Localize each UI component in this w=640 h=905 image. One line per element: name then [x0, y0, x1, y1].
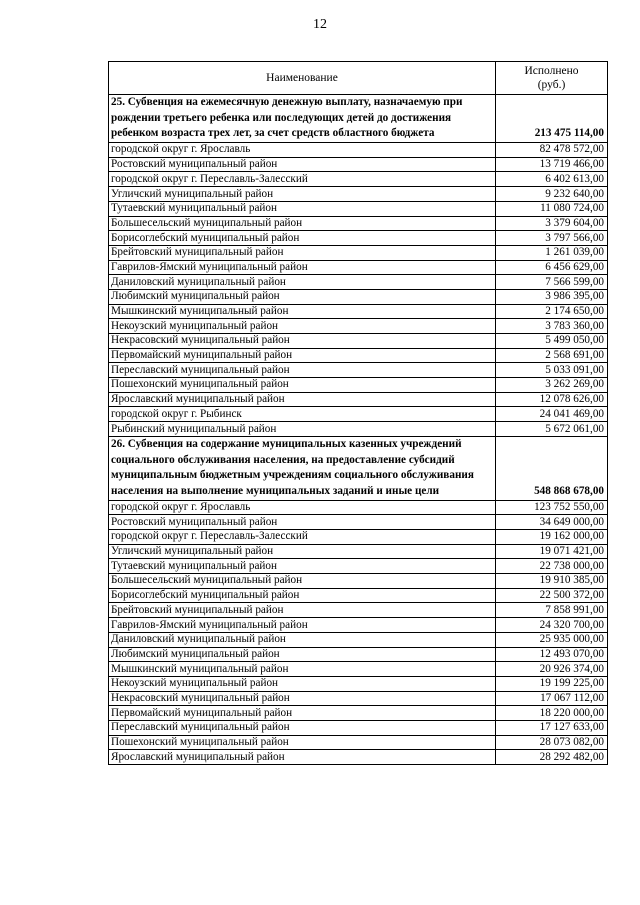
municipality-name: Пошехонский муниципальный район	[109, 378, 496, 393]
table-body	[109, 95, 608, 765]
amount-cell: 3 986 395,00	[496, 289, 608, 304]
municipality-name: Ярославский муниципальный район	[109, 750, 496, 765]
amount-cell: 5 672 061,00	[496, 422, 608, 437]
section-row	[109, 436, 608, 500]
page-number: 12	[313, 17, 327, 32]
municipality-name: Любимский муниципальный район	[109, 289, 496, 304]
table-row	[109, 378, 608, 393]
section-title: 25. Субвенция на ежемесячную денежную выплату, назначаемую при рождении третьего ребенка или последующих детей до достижения ребенком возраста трех лет, за счет средств областного бюджета	[109, 95, 496, 143]
municipality-name: Ярославский муниципальный район	[109, 392, 496, 407]
municipality-name: Угличский муниципальный район	[109, 544, 496, 559]
municipality-name: Мышкинский муниципальный район	[109, 304, 496, 319]
municipality-name: Рыбинский муниципальный район	[109, 422, 496, 437]
municipality-name: Ростовский муниципальный район	[109, 515, 496, 530]
amount-cell: 34 649 000,00	[496, 515, 608, 530]
amount-cell: 19 910 385,00	[496, 574, 608, 589]
amount-cell: 82 478 572,00	[496, 143, 608, 158]
table-row	[109, 157, 608, 172]
amount-cell: 19 199 225,00	[496, 676, 608, 691]
amount-cell: 20 926 374,00	[496, 662, 608, 677]
table-row	[109, 603, 608, 618]
table-row	[109, 706, 608, 721]
amount-cell: 7 566 599,00	[496, 275, 608, 290]
section-title: 26. Субвенция на содержание муниципальных казенных учреждений социального обслуживания населения, на предоставление субсидий муниципальным бюджетным учреждениям социального обслуживания населения на выполнение муниципальных заданий и иные цели	[109, 436, 496, 500]
table-row	[109, 304, 608, 319]
table-row	[109, 407, 608, 422]
amount-cell: 18 220 000,00	[496, 706, 608, 721]
municipality-name: Первомайский муниципальный район	[109, 348, 496, 363]
amount-cell: 3 783 360,00	[496, 319, 608, 334]
table-row	[109, 676, 608, 691]
table-row	[109, 201, 608, 216]
municipality-name: Ростовский муниципальный район	[109, 157, 496, 172]
municipality-name: Переславский муниципальный район	[109, 720, 496, 735]
table-row	[109, 143, 608, 158]
column-header-executed	[496, 62, 608, 95]
amount-cell: 6 402 613,00	[496, 172, 608, 187]
amount-cell: 24 320 700,00	[496, 618, 608, 633]
municipality-name: Первомайский муниципальный район	[109, 706, 496, 721]
table-row	[109, 588, 608, 603]
table-row	[109, 172, 608, 187]
amount-cell: 7 858 991,00	[496, 603, 608, 618]
table-row	[109, 216, 608, 231]
amount-cell: 123 752 550,00	[496, 500, 608, 515]
amount-cell: 17 067 112,00	[496, 691, 608, 706]
budget-table	[108, 61, 608, 765]
column-header-name: Наименование	[109, 62, 496, 95]
municipality-name: городской округ г. Ярославль	[109, 143, 496, 158]
section-total: 213 475 114,00	[496, 95, 608, 143]
table-row	[109, 515, 608, 530]
table-row	[109, 275, 608, 290]
municipality-name: Большесельский муниципальный район	[109, 574, 496, 589]
section-row	[109, 95, 608, 143]
municipality-name: Гаврилов-Ямский муниципальный район	[109, 618, 496, 633]
municipality-name: Тутаевский муниципальный район	[109, 559, 496, 574]
column-header-executed-line2: (руб.)	[537, 79, 566, 91]
amount-cell: 3 379 604,00	[496, 216, 608, 231]
municipality-name: Любимский муниципальный район	[109, 647, 496, 662]
municipality-name: Переславский муниципальный район	[109, 363, 496, 378]
amount-cell: 13 719 466,00	[496, 157, 608, 172]
municipality-name: Пошехонский муниципальный район	[109, 735, 496, 750]
amount-cell: 19 071 421,00	[496, 544, 608, 559]
amount-cell: 3 797 566,00	[496, 231, 608, 246]
table-row	[109, 735, 608, 750]
municipality-name: Большесельский муниципальный район	[109, 216, 496, 231]
municipality-name: Некоузский муниципальный район	[109, 319, 496, 334]
amount-cell: 28 073 082,00	[496, 735, 608, 750]
municipality-name: Гаврилов-Ямский муниципальный район	[109, 260, 496, 275]
amount-cell: 17 127 633,00	[496, 720, 608, 735]
table-row	[109, 632, 608, 647]
table-row	[109, 319, 608, 334]
table-header-row	[109, 62, 608, 95]
table-row	[109, 245, 608, 260]
municipality-name: городской округ г. Переславль-Залесский	[109, 172, 496, 187]
table-row	[109, 260, 608, 275]
table-row	[109, 363, 608, 378]
table-row	[109, 662, 608, 677]
table-row	[109, 720, 608, 735]
amount-cell: 5 033 091,00	[496, 363, 608, 378]
municipality-name: Борисоглебский муниципальный район	[109, 588, 496, 603]
municipality-name: городской округ г. Ярославль	[109, 500, 496, 515]
municipality-name: Борисоглебский муниципальный район	[109, 231, 496, 246]
municipality-name: Угличский муниципальный район	[109, 187, 496, 202]
column-header-executed-line1: Исполнено	[524, 65, 579, 77]
municipality-name: Мышкинский муниципальный район	[109, 662, 496, 677]
amount-cell: 22 738 000,00	[496, 559, 608, 574]
table-row	[109, 348, 608, 363]
amount-cell: 11 080 724,00	[496, 201, 608, 216]
municipality-name: Тутаевский муниципальный район	[109, 201, 496, 216]
municipality-name: Даниловский муниципальный район	[109, 632, 496, 647]
amount-cell: 12 493 070,00	[496, 647, 608, 662]
amount-cell: 9 232 640,00	[496, 187, 608, 202]
municipality-name: Брейтовский муниципальный район	[109, 245, 496, 260]
municipality-name: городской округ г. Переславль-Залесский	[109, 530, 496, 545]
table-row	[109, 618, 608, 633]
table-row	[109, 750, 608, 765]
amount-cell: 22 500 372,00	[496, 588, 608, 603]
amount-cell: 2 568 691,00	[496, 348, 608, 363]
amount-cell: 25 935 000,00	[496, 632, 608, 647]
table-row	[109, 500, 608, 515]
municipality-name: городской округ г. Рыбинск	[109, 407, 496, 422]
amount-cell: 5 499 050,00	[496, 334, 608, 349]
table-row	[109, 187, 608, 202]
amount-cell: 3 262 269,00	[496, 378, 608, 393]
amount-cell: 6 456 629,00	[496, 260, 608, 275]
municipality-name: Некрасовский муниципальный район	[109, 334, 496, 349]
table-row	[109, 544, 608, 559]
section-total: 548 868 678,00	[496, 436, 608, 500]
table-row	[109, 559, 608, 574]
table-row	[109, 530, 608, 545]
municipality-name: Некоузский муниципальный район	[109, 676, 496, 691]
table-row	[109, 231, 608, 246]
amount-cell: 19 162 000,00	[496, 530, 608, 545]
amount-cell: 2 174 650,00	[496, 304, 608, 319]
table-row	[109, 574, 608, 589]
municipality-name: Некрасовский муниципальный район	[109, 691, 496, 706]
amount-cell: 12 078 626,00	[496, 392, 608, 407]
table-row	[109, 289, 608, 304]
table-row	[109, 422, 608, 437]
table-row	[109, 691, 608, 706]
amount-cell: 24 041 469,00	[496, 407, 608, 422]
amount-cell: 1 261 039,00	[496, 245, 608, 260]
table-row	[109, 392, 608, 407]
table-row	[109, 647, 608, 662]
municipality-name: Даниловский муниципальный район	[109, 275, 496, 290]
municipality-name: Брейтовский муниципальный район	[109, 603, 496, 618]
table-row	[109, 334, 608, 349]
amount-cell: 28 292 482,00	[496, 750, 608, 765]
